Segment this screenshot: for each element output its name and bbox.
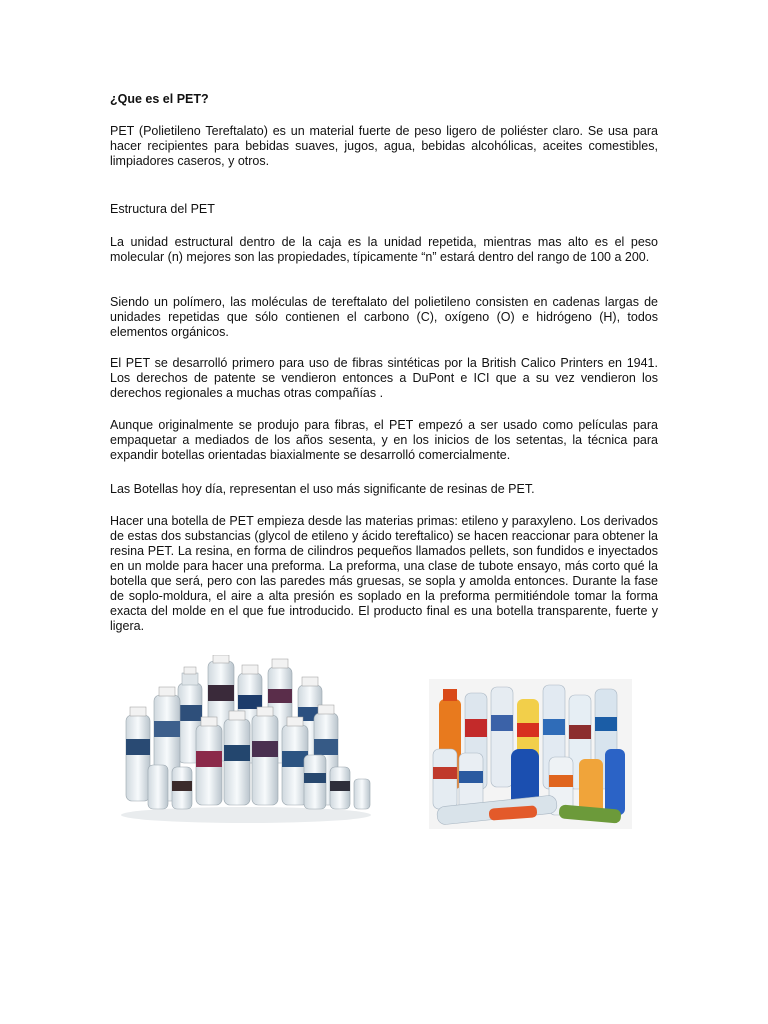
assorted-bottles-image [429, 679, 632, 829]
paragraph-films: Aunque originalmente se produjo para fibras, el PET empezó a ser usado como películas para empaquetar a mediados de los años sesenta, y en los inicios de los setentas, la técnica para expandir botellas orientadas biaxialmente se desarrolló comercialmente. [110, 418, 658, 462]
water-bottles-image [118, 655, 374, 825]
paragraph-intro: PET (Polietileno Tereftalato) es un material fuerte de peso ligero de poliéster claro. Se usa para hacer recipientes para bebidas suaves, jugos, agua, bebidas alcohólicas, aceites comestibles, limpiadores caseros, y otros. [110, 124, 658, 168]
section-heading-estructura: Estructura del PET [110, 202, 215, 216]
paragraph-polymer: Siendo un polímero, las moléculas de tereftalato del polietileno consisten en cadenas largas de unidades repetidas que sólo contienen el carbono (C), oxígeno (O) e hidrógeno (H), todos elementos orgánicos. [110, 295, 658, 339]
paragraph-manufacturing: Hacer una botella de PET empieza desde las materias primas: etileno y paraxyleno. Los derivados de estas dos substancias (glycol de etileno y ácido tereftalico) se hacen reaccionar para obtener la resina PET. La resina, en forma de cilindros pequeños llamados pellets, son fundidos e inyectados en un molde para hacer una preforma. La preforma, una clase de tubote ensayo, más corto qué la botella que será, pero con las paredes más gruesas, se sopla y amolda entonces. Durante la fase de soplo-moldura, el aire a alta presión es soplado en la preforma permitiéndole tomar la forma exacta del molde en el que fue introducido. El producto final es una botella transparente, fuerte y ligera. [110, 514, 658, 633]
document-title: ¿Que es el PET? [110, 92, 209, 106]
paragraph-structure: La unidad estructural dentro de la caja es la unidad repetida, mientras mas alto es el peso molecular (n) mejores son las propiedades, típicamente “n” estará dentro del rango de 100 a 200. [110, 235, 658, 264]
paragraph-bottles-today: Las Botellas hoy día, representan el uso más significante de resinas de PET. [110, 482, 535, 496]
paragraph-history: El PET se desarrolló primero para uso de fibras sintéticas por la British Calico Printers en 1941. Los derechos de patente se vendieron entonces a DuPont e ICI que a su vez vendieron los derechos regionales a muchas otras compañías . [110, 356, 658, 400]
